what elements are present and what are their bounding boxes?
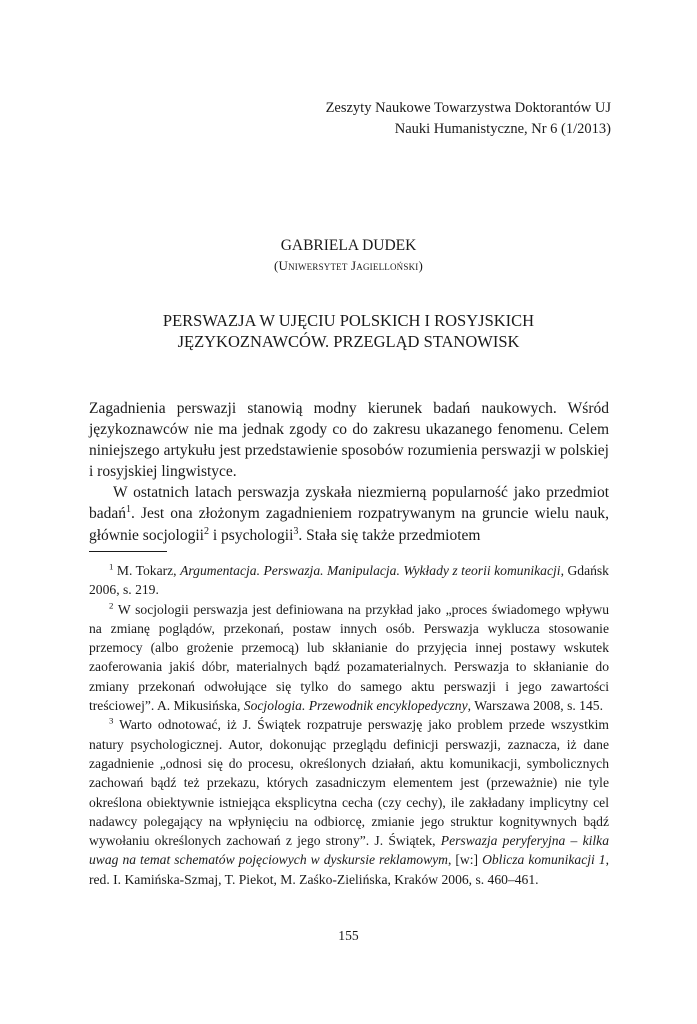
footnote-ref-1[interactable]: 1 bbox=[126, 504, 132, 516]
footnote-separator bbox=[89, 551, 167, 552]
footnote-2-italic: Socjologia. Przewodnik encyklopedyczny bbox=[243, 698, 468, 714]
journal-header bbox=[326, 98, 611, 140]
footnote-1-italic: Argumentacja. Perswazja. Manipulacja. Wykłady z teorii komunikacji bbox=[180, 563, 561, 578]
footnote-1-text-a: M. Tokarz, bbox=[113, 563, 181, 578]
body-p2-part-b: . Jest ona złożonym zagadnieniem rozpatrywanym na gruncie wielu nauk, głównie socjologii bbox=[89, 505, 609, 544]
article-body bbox=[89, 398, 609, 546]
footnote-3-text-c: , red. I. Kamińska-Szmaj, T. Piekot, M. Zaśko-Zielińska, Kraków 2006, s. 460–461. bbox=[89, 852, 609, 887]
article-title-line1: PERSWAZJA W UJĘCIU POLSKICH I ROSYJSKICH bbox=[162, 311, 535, 330]
body-p2-part-d: . Stała się także przedmiotem bbox=[298, 526, 481, 544]
body-paragraph-1: Zagadnienia perswazji stanowią modny kierunek badań naukowych. Wśród językoznawców nie ma jednak zgody co do zakresu ukazanego fenomenu. Celem niniejszego artykułu jest przedstawienie sposobów rozumienia perswazji w polskiej i rosyjskiej lingwistyce. bbox=[89, 400, 609, 481]
footnote-3 bbox=[89, 715, 609, 889]
footnote-ref-3[interactable]: 3 bbox=[293, 525, 299, 537]
body-p2-part-a: W ostatnich latach perswazja zyskała niezmierną popularność jako przedmiot badań bbox=[89, 484, 609, 523]
footnote-3-italic-1: Perswazja peryferyjna – kilka uwag na temat schematów pojęciowych w dyskursie reklamowym bbox=[89, 833, 609, 868]
footnote-ref-2[interactable]: 2 bbox=[203, 525, 209, 537]
footnote-2 bbox=[89, 600, 609, 716]
footnote-1-text-b: , Gdańsk 2006, s. 219. bbox=[89, 563, 609, 598]
author-name: GABRIELA DUDEK bbox=[280, 237, 417, 254]
footnote-2-number: 2 bbox=[109, 600, 114, 611]
body-p2-part-c: i psychologii bbox=[208, 526, 294, 544]
body-paragraph-2 bbox=[89, 482, 609, 545]
footnote-2-text-a: W socjologii perswazja jest definiowana na przykład jako „proces świadomego wpływu na zmianę poglądów, przekonań, postaw innych osób. Perswazja wyklucza stosowanie przemocy (albo grożenie przemocą) lub skłanianie do przyjęcia innej postawy wskutek zaoferowania jakiś dóbr, materialnych bądź pozamaterialnych. Perswazja to skłanianie do zmiany przekonań odwołujące się tylko do samego aktu perswazji i jego zawartości treściowej”. A. Mikusińska, bbox=[89, 601, 609, 714]
journal-title: Zeszyty Naukowe Towarzystwa Doktorantów UJ bbox=[325, 100, 611, 116]
footnote-3-number: 3 bbox=[109, 715, 114, 726]
article-title-line2: JĘZYKOZNAWCÓW. PRZEGLĄD STANOWISK bbox=[177, 332, 520, 351]
footnote-3-text-b: , [w:] bbox=[448, 852, 483, 868]
page-number: 155 bbox=[338, 928, 359, 943]
footnote-1-number: 1 bbox=[109, 561, 114, 572]
article-title bbox=[0, 310, 697, 352]
footnote-1 bbox=[89, 561, 609, 600]
footnote-3-italic-2: Oblicza komunikacji 1 bbox=[482, 852, 606, 868]
footnote-2-text-b: , Warszawa 2008, s. 145. bbox=[467, 698, 603, 714]
footnotes bbox=[89, 561, 609, 889]
journal-issue: Nauki Humanistyczne, Nr 6 (1/2013) bbox=[394, 121, 611, 137]
author-affiliation: (Uniwersytet Jagielloński) bbox=[273, 258, 424, 273]
footnote-3-text-a: Warto odnotować, iż J. Świątek rozpatruje perswazję jako problem przede wszystkim natury psychologicznej. Autor, dokonując przeglądu definicji perswazji, zaznacza, iż dane zagadnienie „odnosi się do procesu, określonych działań, aktu komunikacji, symbolicznych zachowań bądź też przekazu, których zasadniczym elementem jest (przeważnie) nie tyle określona obiektywnie istniejąca eksplicytna cecha (czy cechy), ile zakładany implicytny cel nadawcy polegający na wpłynięciu na odbiorcę, zmianie jego struktur kognitywnych bądź wywołaniu określonych zachowań z jego strony”. J. Świątek, bbox=[89, 717, 609, 849]
